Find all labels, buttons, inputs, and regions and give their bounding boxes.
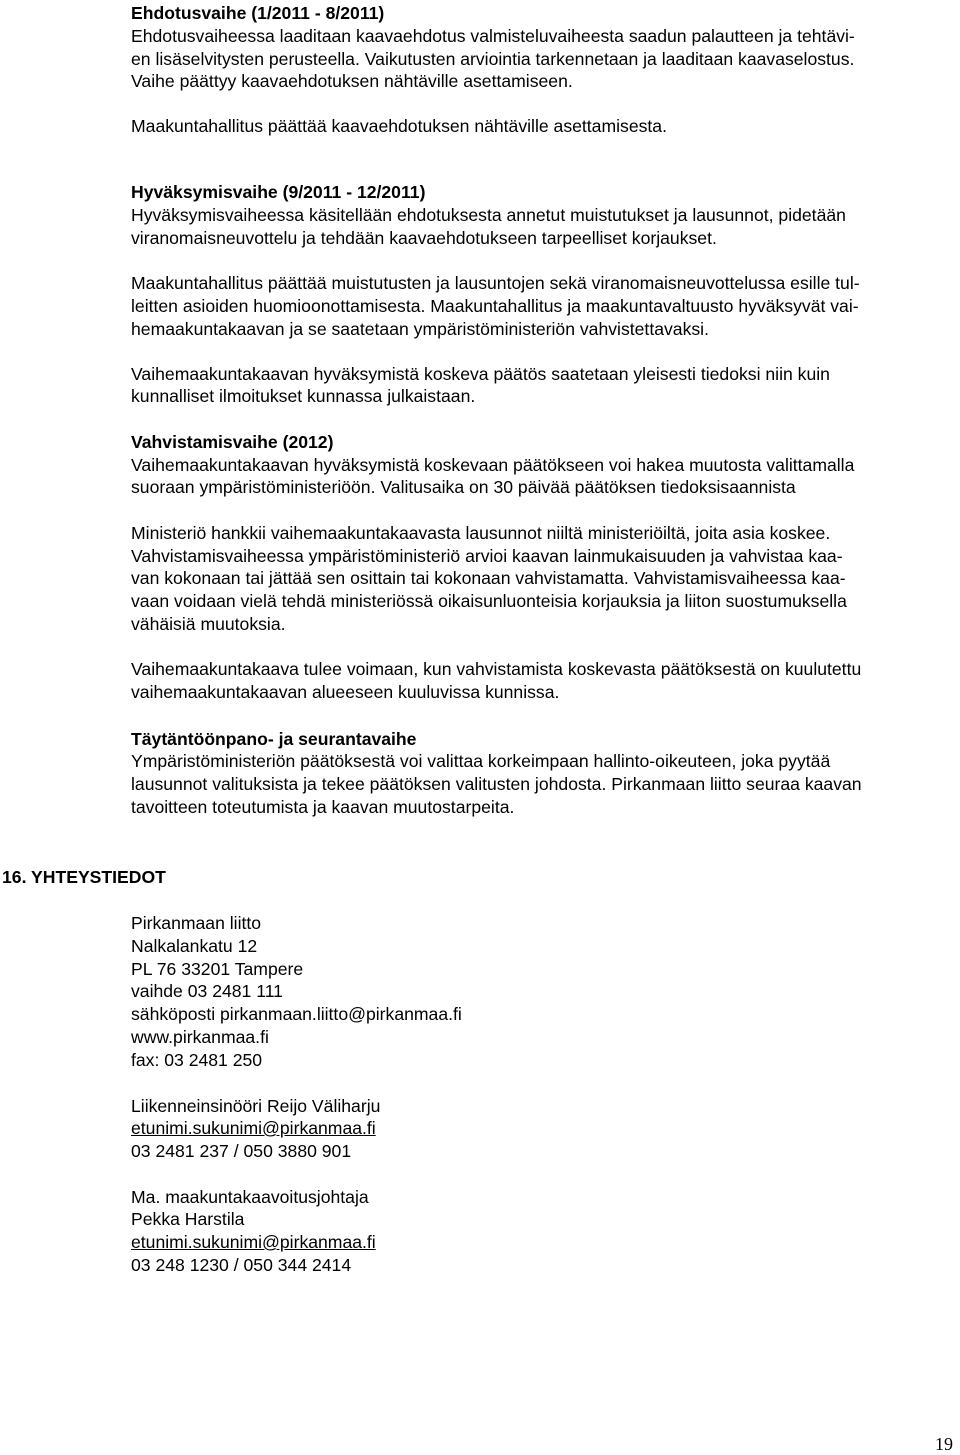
contact-section-title: 16. YHTEYSTIEDOT	[2, 867, 166, 887]
text-line: leitten asioiden huomioonottamisesta. Maakuntahallitus ja maakuntavaltuusto hyväksyvät vai-	[131, 296, 859, 316]
email-link[interactable]: etunimi.sukunimi@pirkanmaa.fi	[131, 1118, 376, 1138]
text-line: en lisäselvitysten perusteella. Vaikutusten arviointia tarkennetaan ja laaditaan kaavaselostus.	[131, 49, 855, 69]
section-heading: Ehdotusvaihe (1/2011 - 8/2011)	[131, 3, 385, 23]
text-line: Ministeriö hankkii vaihemaakuntakaavasta lausunnot niiltä ministeriöiltä, joita asia koskee.	[131, 523, 831, 543]
person-name: Pekka Harstila	[131, 1209, 245, 1229]
text-line: tavoitteen toteutumista ja kaavan muutostarpeita.	[131, 797, 515, 817]
phone-number: 03 2481 237 / 050 3880 901	[131, 1141, 352, 1161]
text-line: Vaihe päättyy kaavaehdotuksen nähtäville asettamiseen.	[131, 71, 573, 91]
text-line: Vahvistamisvaiheessa ympäristöministeriö arvioi kaavan lainmukaisuuden ja vahvistaa kaa-	[131, 546, 843, 566]
text-line: Vaihemaakuntakaava tulee voimaan, kun vahvistamista koskevasta päätöksestä on kuulutettu	[131, 659, 862, 679]
postal-address: PL 76 33201 Tampere	[131, 959, 304, 979]
text-line: Ympäristöministeriön päätöksestä voi valittaa korkeimpaan hallinto-oikeuteen, joka pyytää	[131, 751, 831, 771]
email-link[interactable]: etunimi.sukunimi@pirkanmaa.fi	[131, 1232, 376, 1252]
organization-name: Pirkanmaan liitto	[131, 913, 262, 933]
street-address: Nalkalankatu 12	[131, 936, 258, 956]
text-line: vaihemaakuntakaavan alueeseen kuuluvissa kunnissa.	[131, 682, 560, 702]
text-line: vaan voidaan vielä tehdä ministeriössä oikaisunluonteisia korjauksia ja liiton suostumuksella	[131, 591, 847, 611]
website: www.pirkanmaa.fi	[131, 1027, 269, 1047]
switchboard-phone: vaihde 03 2481 111	[131, 981, 283, 1001]
organization-email: sähköposti pirkanmaan.liitto@pirkanmaa.fi	[131, 1004, 462, 1024]
text-line: lausunnot valituksista ja tekee päätöksen valitusten johdosta. Pirkanmaan liitto seuraa kaavan	[131, 774, 862, 794]
text-line: suoraan ympäristöministeriöön. Valitusaika on 30 päivää päätöksen tiedoksisaannista	[131, 477, 796, 497]
phone-number: 03 248 1230 / 050 344 2414	[131, 1255, 352, 1275]
text-line: Ehdotusvaiheessa laaditaan kaavaehdotus valmisteluvaiheesta saadun palautteen ja tehtävi-	[131, 26, 855, 46]
person-title-name: Liikenneinsinööri Reijo Väliharju	[131, 1096, 381, 1116]
text-line: van kokonaan tai jättää sen osittain tai kokonaan vahvistamatta. Vahvistamisvaiheessa kaa-	[131, 568, 846, 588]
text-line: Hyväksymisvaiheessa käsitellään ehdotuksesta annetut muistutukset ja lausunnot, pidetään	[131, 205, 846, 225]
page-number: 19	[935, 1434, 953, 1454]
text-line: Maakuntahallitus päättää kaavaehdotuksen nähtäville asettamisesta.	[131, 116, 667, 136]
section-heading: Hyväksymisvaihe (9/2011 - 12/2011)	[131, 182, 426, 202]
text-line: Maakuntahallitus päättää muistutusten ja lausuntojen sekä viranomaisneuvottelussa esille tul-	[131, 273, 860, 293]
text-line: vähäisiä muutoksia.	[131, 614, 286, 634]
text-line: kunnalliset ilmoitukset kunnassa julkaistaan.	[131, 386, 476, 406]
section-heading: Täytäntöönpano- ja seurantavaihe	[131, 729, 417, 749]
person-title: Ma. maakuntakaavoitusjohtaja	[131, 1187, 369, 1207]
fax-number: fax: 03 2481 250	[131, 1050, 263, 1070]
text-line: hemaakuntakaavan ja se saatetaan ympäristöministeriön vahvistettavaksi.	[131, 319, 709, 339]
text-line: Vaihemaakuntakaavan hyväksymistä koskeva päätös saatetaan yleisesti tiedoksi niin kuin	[131, 364, 830, 384]
text-line: Vaihemaakuntakaavan hyväksymistä koskevaan päätökseen voi hakea muutosta valittamalla	[131, 455, 855, 475]
section-heading: Vahvistamisvaihe (2012)	[131, 432, 334, 452]
text-line: viranomaisneuvottelu ja tehdään kaavaehdotukseen tarpeelliset korjaukset.	[131, 228, 717, 248]
